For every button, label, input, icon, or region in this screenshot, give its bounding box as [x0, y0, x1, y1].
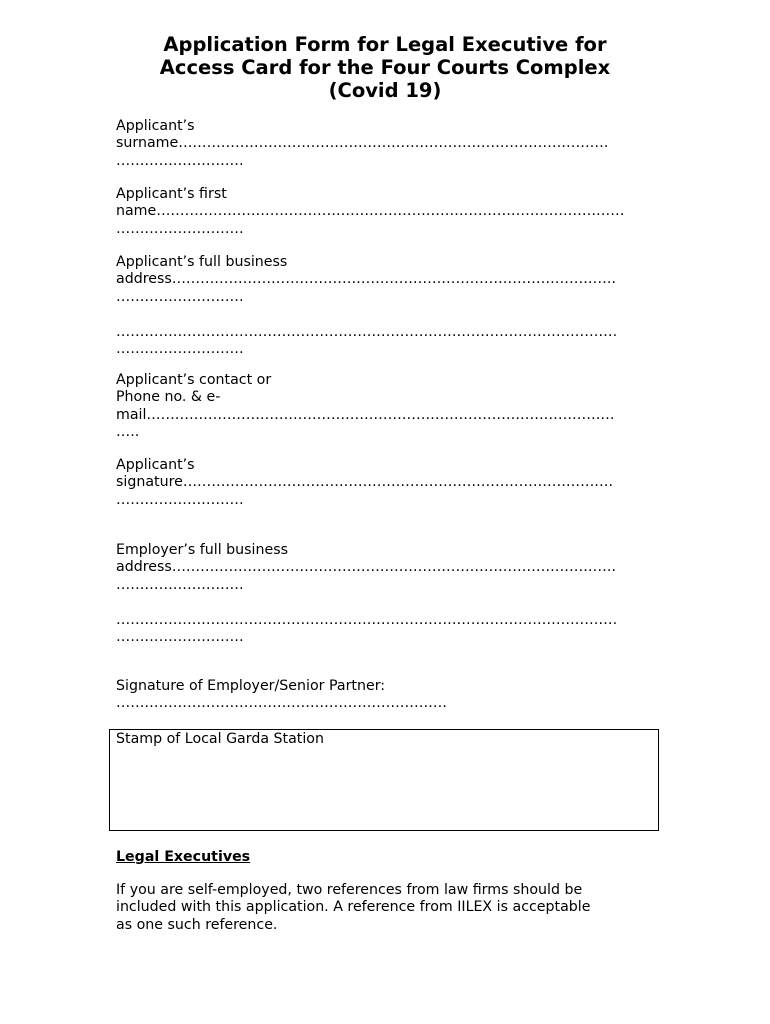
signature-label: Applicant’s — [116, 457, 195, 473]
contact-label: Applicant’s contact or — [116, 372, 272, 388]
signature-field[interactable] — [116, 457, 613, 509]
title-line-3: (Covid 19) — [328, 79, 442, 102]
employer-address-line-2-cont: ……………………… — [116, 629, 244, 646]
garda-stamp-box — [109, 729, 659, 831]
surname-field[interactable] — [116, 118, 608, 170]
surname-line: surname………………………………………………………………………………. — [116, 135, 609, 152]
surname-label: Applicant’s — [116, 118, 195, 134]
note-line-1: If you are self-employed, two references from law firms should be — [116, 882, 583, 898]
stamp-box-label: Stamp of Local Garda Station — [116, 731, 324, 747]
first-name-line: name……………………………………………………………………………………… — [116, 203, 625, 220]
surname-line-cont: ……………………… — [116, 152, 244, 169]
title-line-2: Access Card for the Four Courts Complex — [159, 56, 611, 79]
contact-line: mail……………………………………………………………………………………… — [116, 406, 615, 423]
employer-signature-label: Signature of Employer/Senior Partner: — [116, 678, 386, 694]
legal-executives-heading: Legal Executives — [116, 849, 251, 865]
contact-label-2: Phone no. & e- — [116, 389, 221, 406]
first-name-field[interactable] — [116, 186, 624, 238]
employer-address-line: address…………………………………………………………………………………. — [116, 559, 617, 576]
business-address-line: address…………………………………………………………………………………. — [116, 271, 617, 288]
employer-address-line-cont: ……………………… — [116, 576, 244, 593]
employer-address-label: Employer’s full business — [116, 542, 288, 558]
signature-line: signature………………………………………………………………………………. — [116, 474, 613, 491]
business-address-field[interactable] — [116, 254, 617, 358]
first-name-label: Applicant’s first — [116, 186, 227, 202]
signature-line-cont: ……………………… — [116, 491, 244, 508]
note-line-2: included with this application. A reference from IILEX is acceptable — [116, 899, 591, 916]
employer-signature-line: ……………………………………………………………. — [116, 695, 447, 712]
employer-signature-field[interactable] — [116, 678, 447, 713]
employer-address-line-2: ……………………………………………………………………………………………. — [116, 611, 618, 628]
form-title — [0, 33, 770, 102]
first-name-line-cont: ……………………… — [116, 220, 244, 237]
note-line-3: as one such reference. — [116, 916, 278, 933]
title-line-1: Application Form for Legal Executive for — [163, 33, 607, 56]
legal-executives-note — [116, 882, 656, 934]
contact-field[interactable] — [116, 372, 615, 442]
business-address-label: Applicant’s full business — [116, 254, 288, 270]
business-address-line-2: ……………………………………………………………………………………………. — [116, 323, 618, 340]
employer-address-field[interactable] — [116, 542, 617, 646]
contact-line-cont: ….. — [116, 424, 140, 441]
business-address-line-cont: ……………………… — [116, 288, 244, 305]
business-address-line-2-cont: ……………………… — [116, 341, 244, 358]
